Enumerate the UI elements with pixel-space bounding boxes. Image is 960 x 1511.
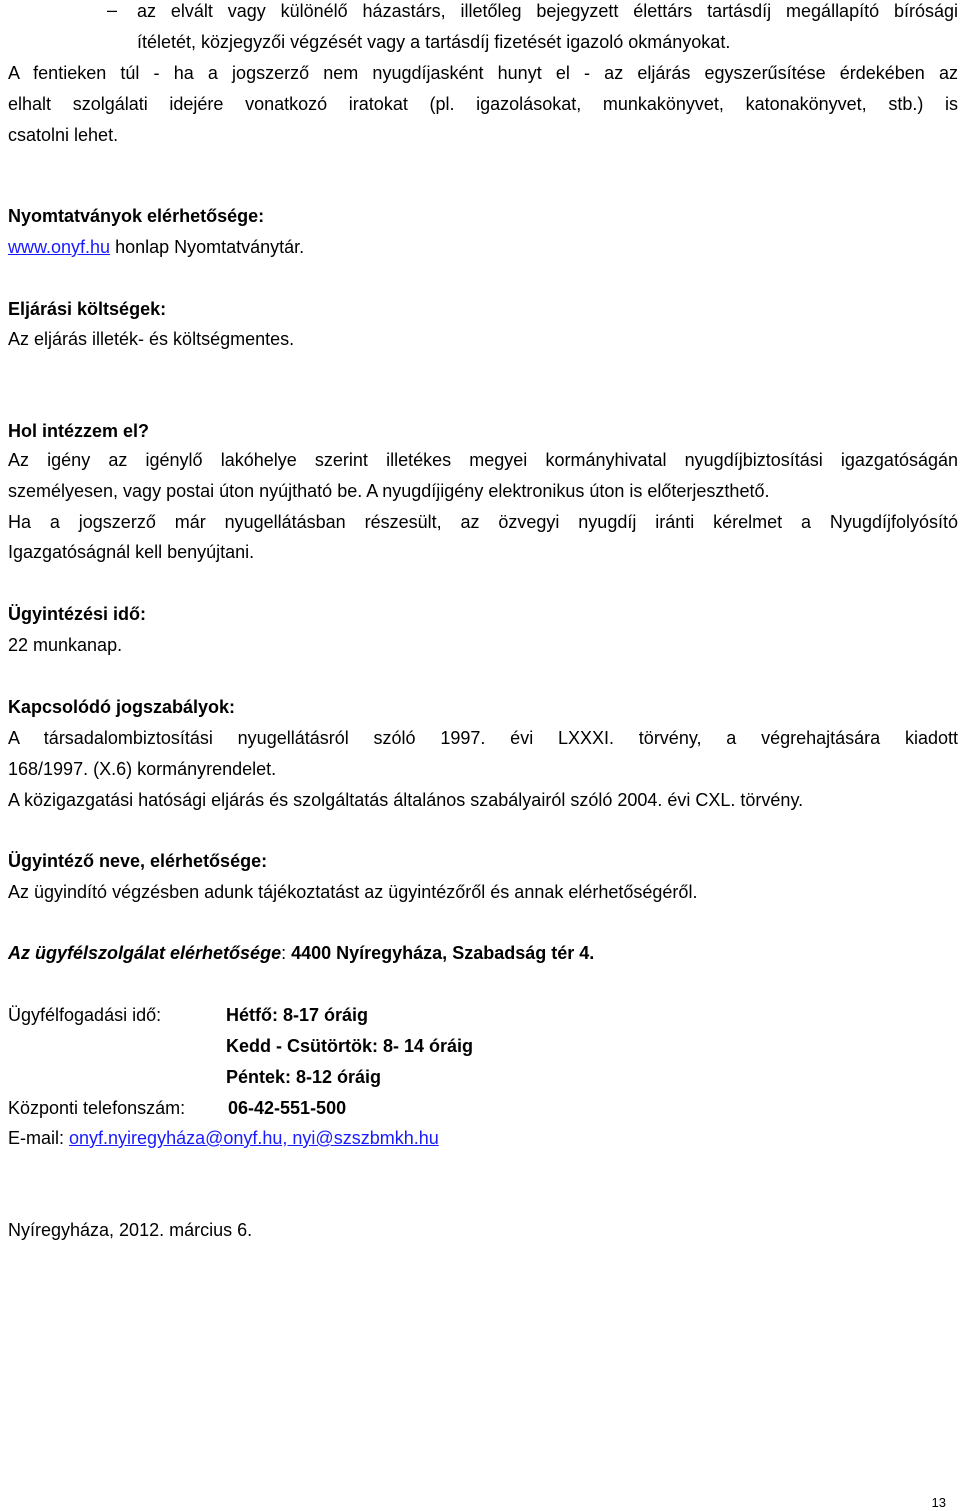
- hours-tue-thu: Kedd - Csütörtök: 8- 14 óráig: [226, 1036, 474, 1056]
- forms-heading: Nyomtatványok elérhetősége:: [8, 206, 265, 226]
- document-date: Nyíregyháza, 2012. március 6.: [8, 1220, 253, 1240]
- where-heading: Hol intézzem el?: [8, 421, 150, 441]
- where-line-2: személyesen, vagy postai úton nyújtható be. A nyugdíjigény elektronikus úton is előterjeszthető.: [8, 481, 770, 501]
- laws-line-2: 168/1997. (X.6) kormányrendelet.: [8, 759, 277, 779]
- bullet-line-1: az elvált vagy különélő házastárs, illetőleg bejegyzett élettárs tartásdíj megállapító bírósági: [137, 1, 958, 21]
- page-number: 13: [931, 1495, 946, 1510]
- laws-line-1: A társadalombiztosítási nyugellátásról szóló 1997. évi LXXXI. törvény, a végrehajtására kiadott: [8, 728, 958, 748]
- where-line-4: Igazgatóságnál kell benyújtani.: [8, 542, 255, 562]
- office-label: Az ügyfélszolgálat elérhetősége: [8, 943, 282, 963]
- laws-heading: Kapcsolódó jogszabályok:: [8, 697, 236, 717]
- email-line: [8, 1127, 439, 1149]
- email-link[interactable]: onyf.nyiregyháza@onyf.hu, nyi@szszbmkh.hu: [69, 1128, 439, 1148]
- para-line-2: elhalt szolgálati idejére vonatkozó iratokat (pl. igazolásokat, munkakönyvet, katonakönyvet, stb.) is: [8, 94, 958, 114]
- where-line-3: Ha a jogszerző már nyugellátásban részesült, az özvegyi nyugdíj iránti kérelmet a Nyugdíjfolyósító: [8, 512, 958, 532]
- office-address: 4400 Nyíregyháza, Szabadság tér 4.: [291, 943, 595, 963]
- laws-line-3: A közigazgatási hatósági eljárás és szolgáltatás általános szabályairól szóló 2004. évi CXL. törvény.: [8, 790, 804, 810]
- para-line-1: A fentieken túl - ha a jogszerző nem nyugdíjasként hunyt el - az eljárás egyszerűsítése érdekében az: [8, 63, 958, 83]
- costs-heading: Eljárási költségek:: [8, 299, 167, 319]
- time-text: 22 munkanap.: [8, 635, 123, 655]
- officer-text: Az ügyindító végzésben adunk tájékoztatást az ügyintézőről és annak elérhetőségéről.: [8, 882, 698, 902]
- email-label: E-mail:: [8, 1128, 70, 1148]
- hours-monday: Hétfő: 8-17 óráig: [226, 1005, 369, 1025]
- forms-line: [8, 236, 958, 258]
- office-line: [8, 942, 958, 964]
- onyf-link[interactable]: www.onyf.hu: [8, 237, 111, 257]
- where-line-1: Az igény az igénylő lakóhelye szerint illetékes megyei kormányhivatal nyugdíjbiztosítási igazgatóságán: [8, 450, 958, 470]
- officer-heading: Ügyintéző neve, elérhetősége:: [8, 851, 268, 871]
- hours-label: Ügyfélfogadási idő:: [8, 1005, 162, 1025]
- para-line-3: csatolni lehet.: [8, 125, 119, 145]
- bullet-line-2: ítéletét, közjegyzői végzését vagy a tartásdíj fizetését igazoló okmányokat.: [137, 32, 731, 52]
- costs-text: Az eljárás illeték- és költségmentes.: [8, 329, 295, 349]
- phone-number: 06-42-551-500: [228, 1098, 347, 1118]
- bullet-dash: –: [107, 0, 118, 20]
- hours-friday: Péntek: 8-12 óráig: [226, 1067, 382, 1087]
- office-sep: :: [281, 943, 292, 963]
- time-heading: Ügyintézési idő:: [8, 604, 147, 624]
- phone-label: Központi telefonszám:: [8, 1098, 186, 1118]
- forms-rest: honlap Nyomtatványtár.: [110, 237, 305, 257]
